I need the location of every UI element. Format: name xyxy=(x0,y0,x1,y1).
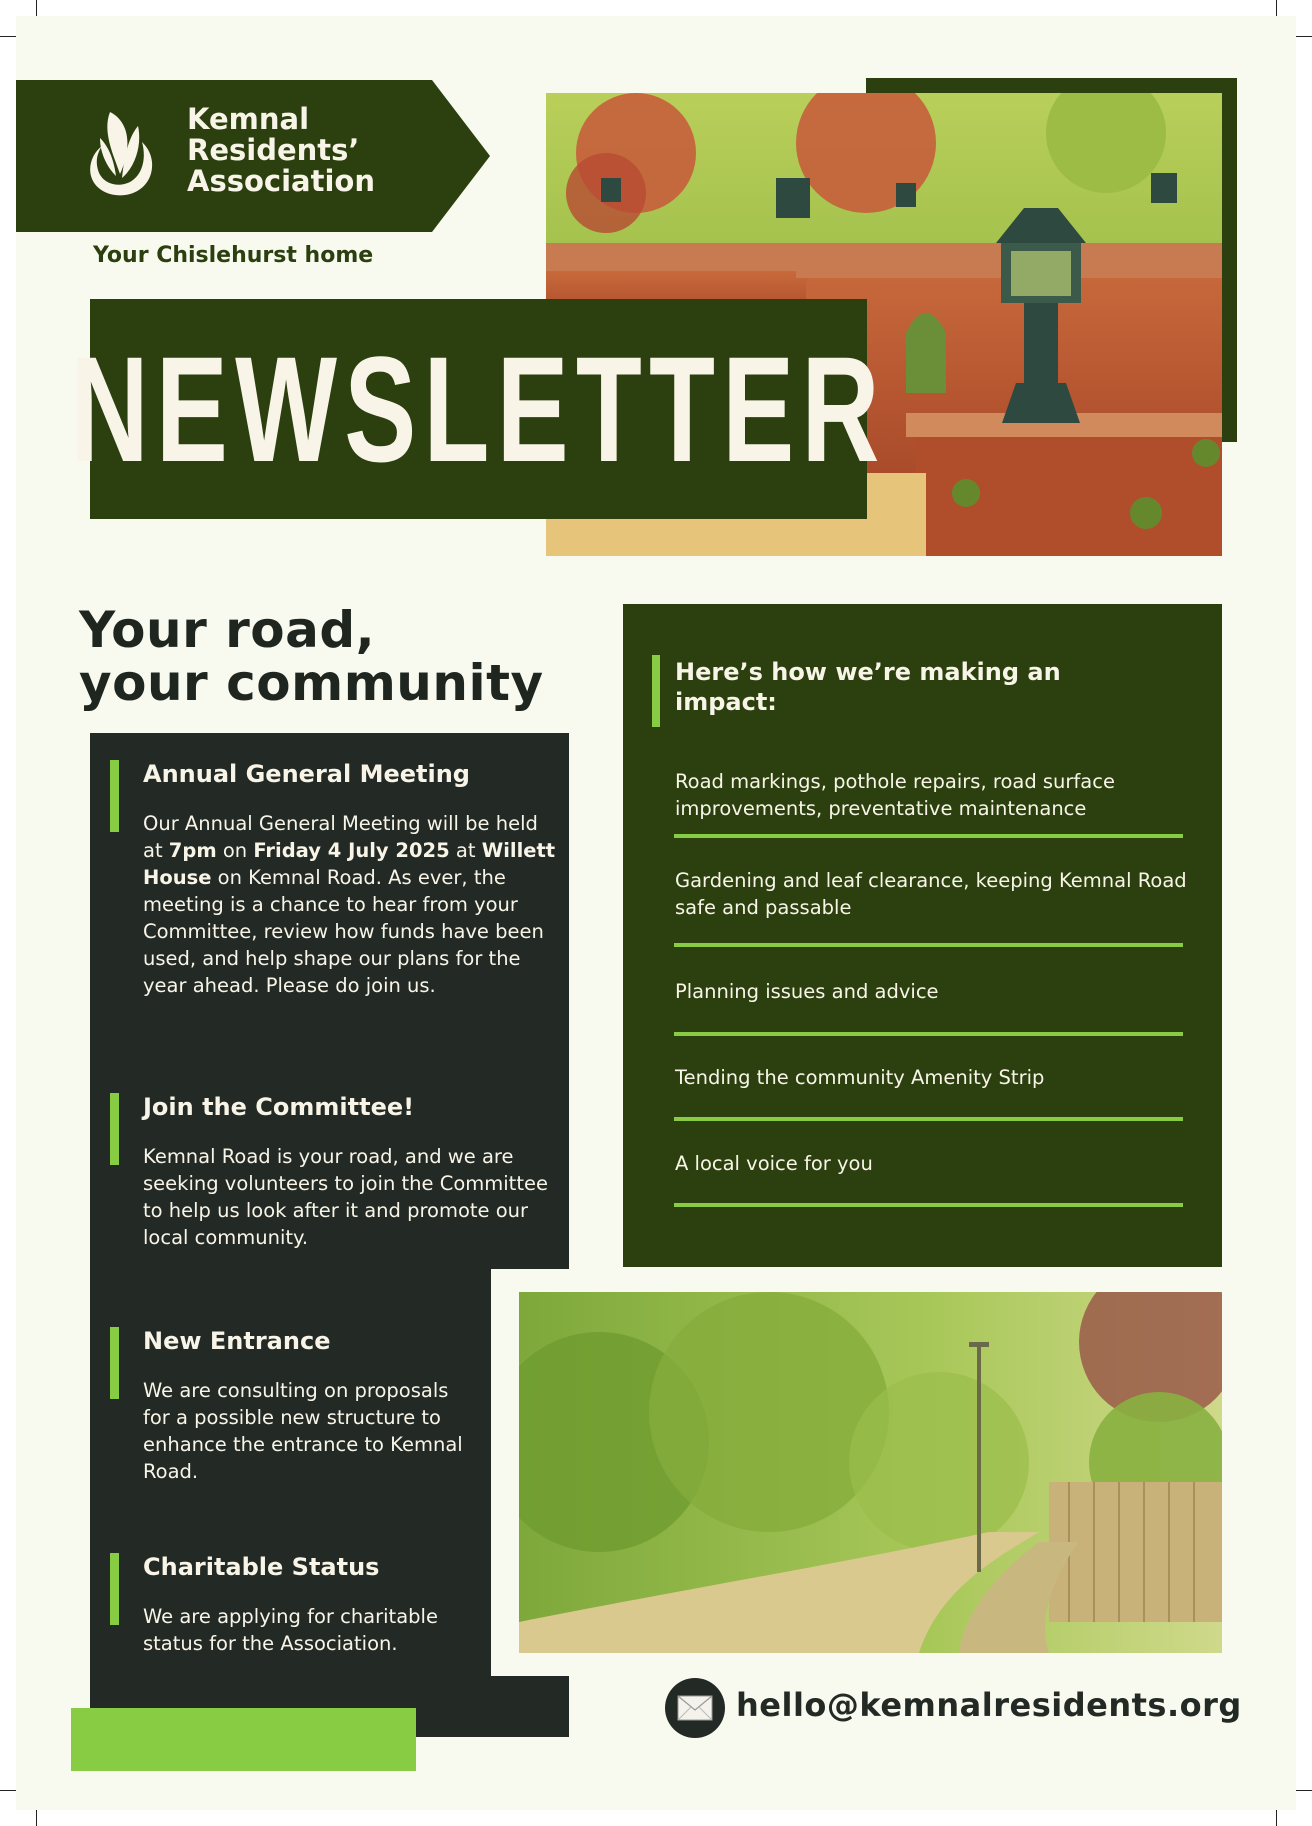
agm-date: Friday 4 July 2025 xyxy=(253,839,450,862)
kemnal-road-illustration xyxy=(519,1292,1222,1653)
section-body: We are consulting on proposals for a possible new structure to enhance the entrance to Kemnal Road. xyxy=(143,1379,463,1483)
accent-bar xyxy=(652,655,660,727)
section-title: New Entrance xyxy=(143,1327,331,1355)
divider xyxy=(674,1117,1183,1121)
agm-venue: Willett House xyxy=(143,839,556,889)
crop-mark xyxy=(1276,0,1277,16)
crop-mark xyxy=(0,36,16,37)
newsletter-title xyxy=(70,299,887,519)
divider xyxy=(674,943,1183,947)
impact-item: Road markings, pothole repairs, road surface improvements, preventative maintenance xyxy=(675,770,1115,820)
org-name xyxy=(187,104,375,197)
accent-bar xyxy=(110,760,119,832)
org-name-line: Kemnal xyxy=(187,102,310,136)
body-text: at xyxy=(449,839,482,862)
newsletter-title-text: NEWSLETTER xyxy=(70,324,887,493)
body-text: on xyxy=(216,839,254,862)
contact-email-link[interactable]: hello@kemnalresidents.org xyxy=(736,1686,1242,1724)
association-logo-icon xyxy=(80,108,160,200)
impact-item: A local voice for you xyxy=(675,1152,873,1175)
org-name-line: Association xyxy=(187,164,375,198)
section-body: Kemnal Road is your road, and we are seeking volunteers to join the Committee to help us look after it and promote our local community. xyxy=(143,1145,548,1249)
crop-mark xyxy=(1296,1790,1312,1791)
section-body: We are applying for charitable status for the Association. xyxy=(143,1605,438,1655)
impact-item: Planning issues and advice xyxy=(675,980,939,1003)
crop-mark xyxy=(36,0,37,16)
accent-bar xyxy=(110,1553,119,1625)
section-title: Annual General Meeting xyxy=(143,760,470,788)
body-text: on Kemnal Road. As ever, the meeting is a chance to hear from your Committee, review how funds have been used, and help shape our plans for the year ahead. Please do join us. xyxy=(143,866,544,997)
impact-title: Here’s how we’re making an impact: xyxy=(675,658,1061,716)
section-title: Join the Committee! xyxy=(143,1093,415,1121)
divider xyxy=(674,834,1183,838)
envelope-glyph-icon xyxy=(677,1695,713,1721)
crop-mark xyxy=(1276,1810,1277,1826)
impact-item: Tending the community Amenity Strip xyxy=(675,1066,1045,1089)
intro-heading xyxy=(79,601,544,712)
crop-mark xyxy=(0,1790,16,1791)
org-name-line: Residents’ xyxy=(187,133,360,167)
impact-item: Gardening and leaf clearance, keeping Kemnal Road safe and passable xyxy=(675,869,1187,919)
section-title: Charitable Status xyxy=(143,1553,380,1581)
crop-mark xyxy=(1296,36,1312,37)
body-text: Our Annual General Meeting will be held at xyxy=(143,812,538,862)
tagline: Your Chislehurst home xyxy=(93,243,374,268)
divider xyxy=(674,1203,1183,1207)
decorative-lime-bar xyxy=(71,1708,416,1771)
accent-bar xyxy=(110,1093,119,1165)
crop-mark xyxy=(36,1810,37,1826)
newsletter-title-box xyxy=(70,299,887,519)
envelope-icon xyxy=(665,1678,725,1738)
divider xyxy=(674,1032,1183,1036)
intro-heading-line: Your road, xyxy=(79,601,376,659)
agm-time: 7pm xyxy=(168,839,217,862)
accent-bar xyxy=(110,1327,119,1399)
intro-heading-line: your community xyxy=(79,654,544,712)
section-body xyxy=(143,810,563,999)
